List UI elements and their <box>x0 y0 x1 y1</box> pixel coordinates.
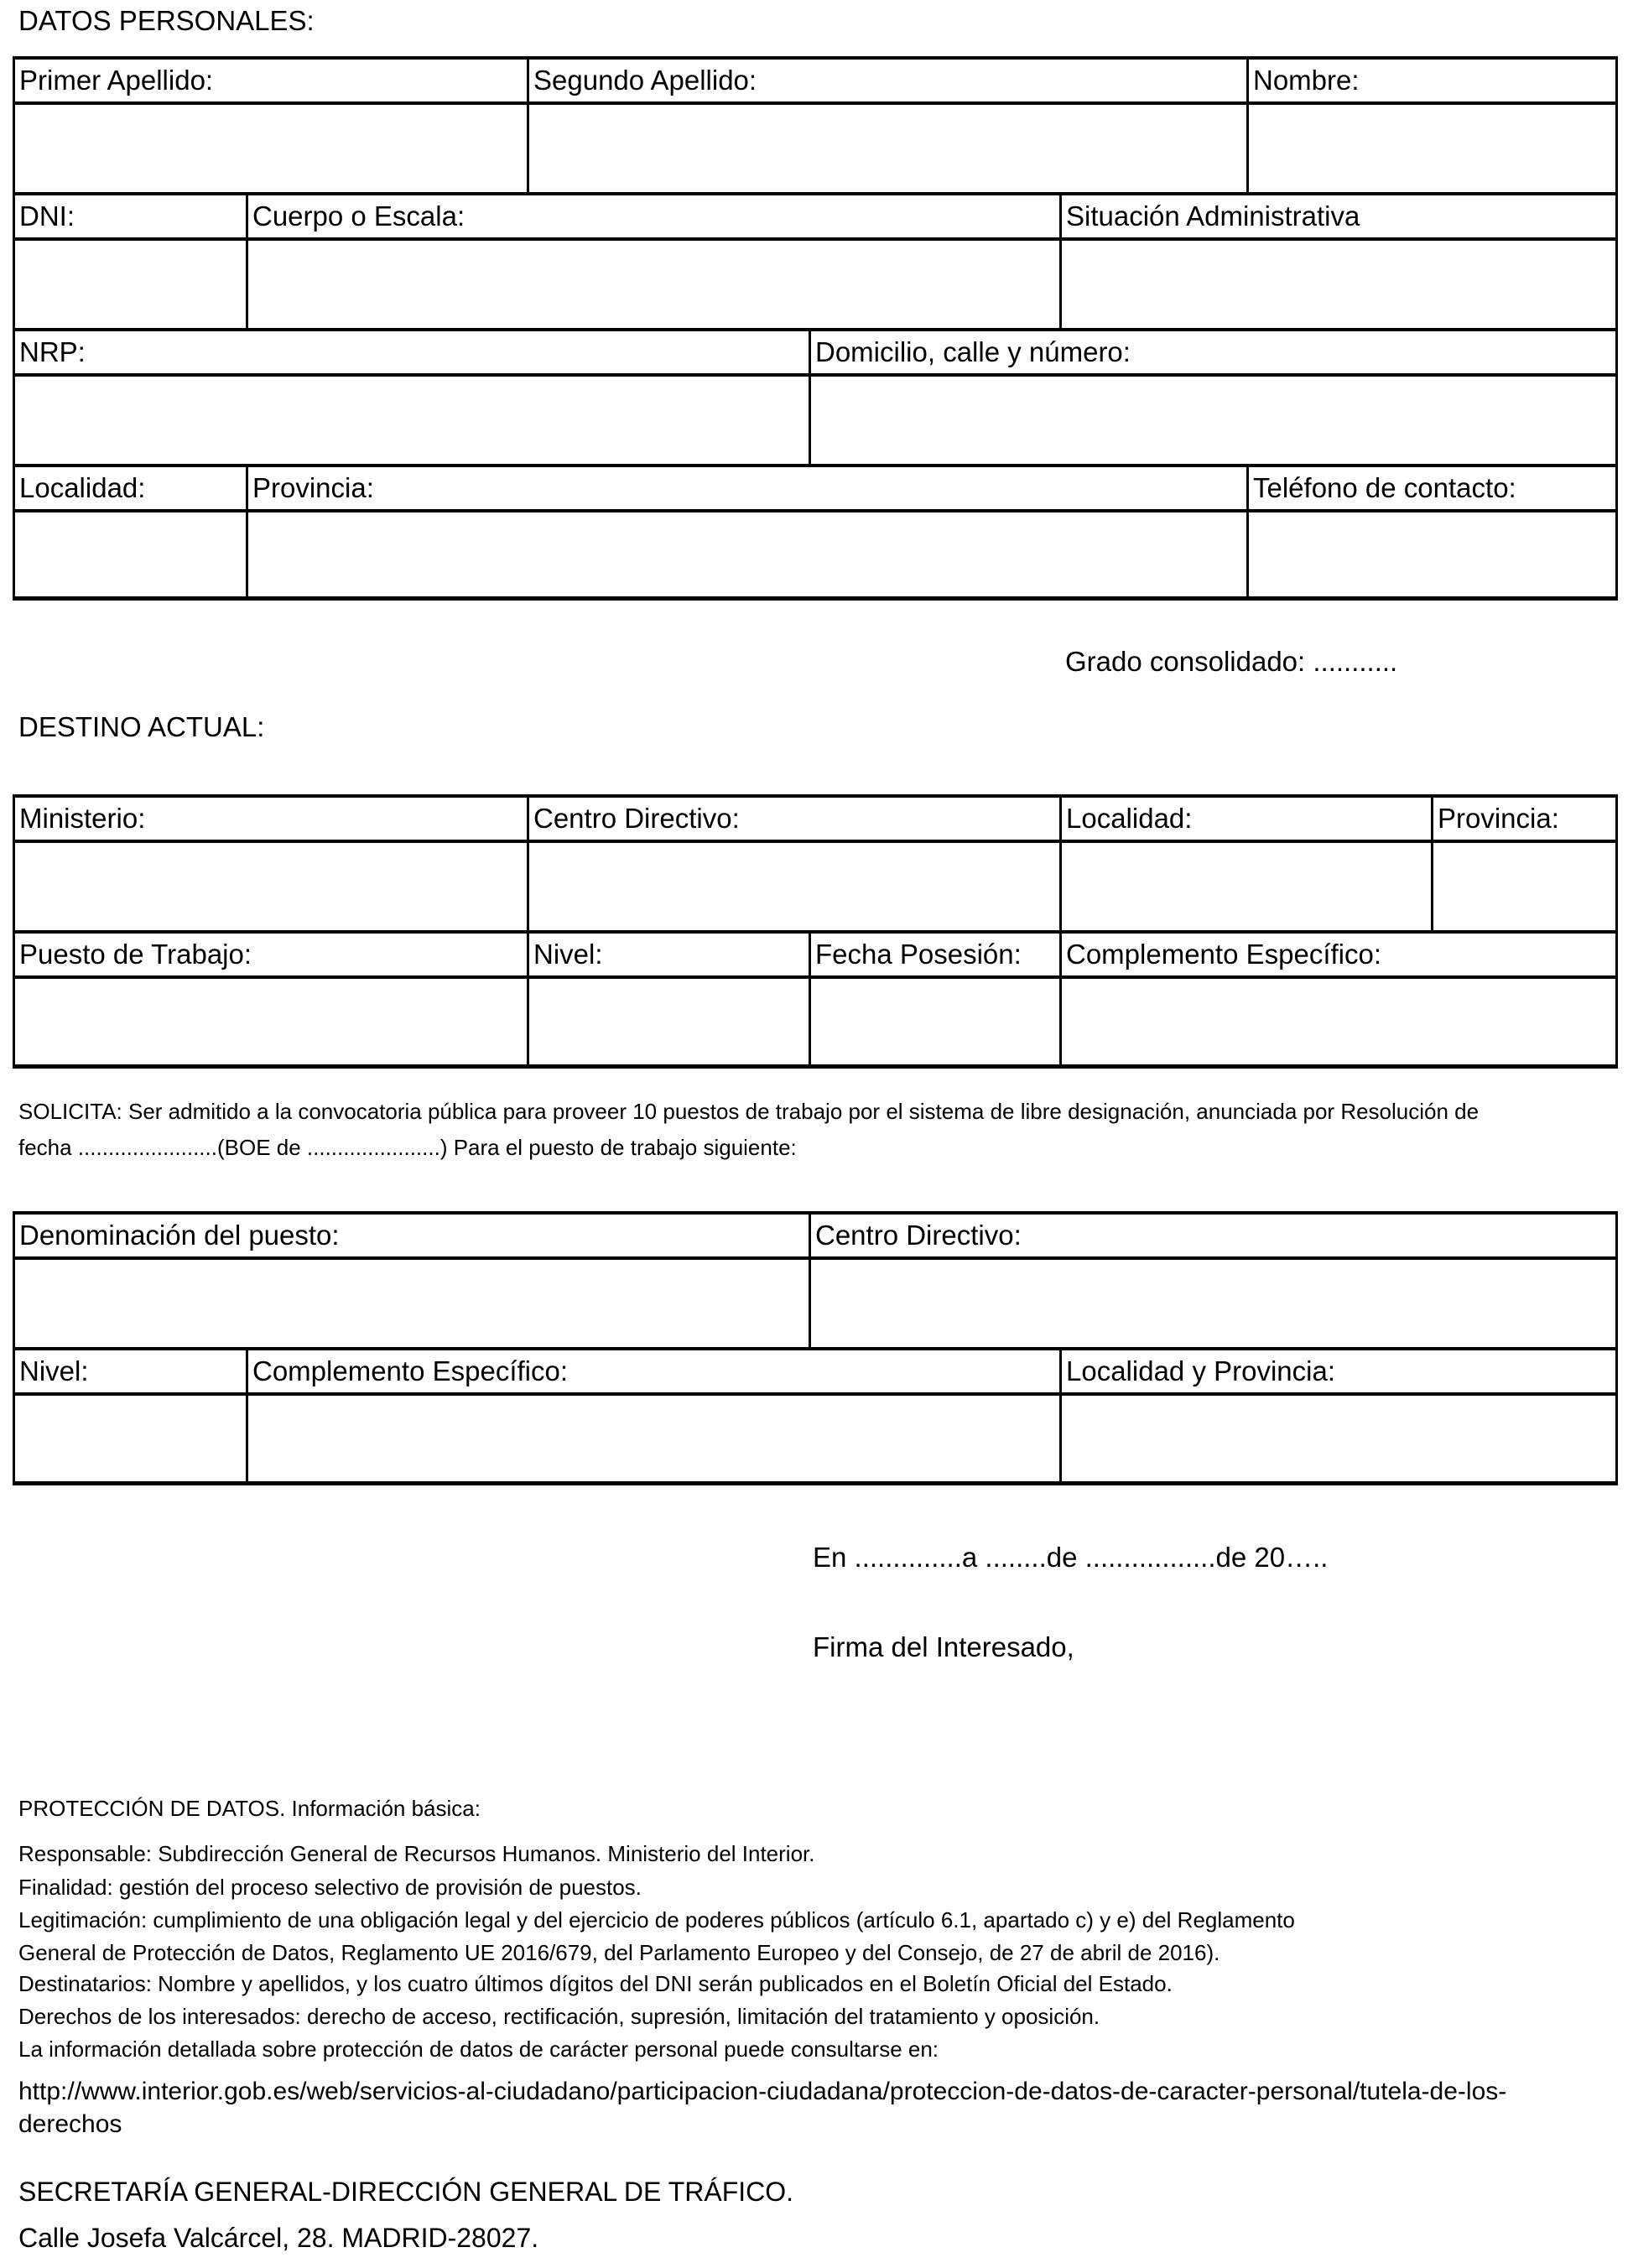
label-segundo-apellido <box>527 56 1246 101</box>
proteccion-url-line-2[interactable]: derechos <box>18 2110 122 2138</box>
proteccion-line: Destinatarios: Nombre y apellidos, y los cuatro últimos dígitos del DNI serán publicados en el Boletín Oficial del Estado. <box>18 1971 1173 1996</box>
destino-table <box>13 794 1618 1068</box>
input-primer-apellido[interactable] <box>13 101 527 192</box>
proteccion-line: Responsable: Subdirección General de Recursos Humanos. Ministerio del Interior. <box>18 1841 815 1866</box>
solicita-line-2: fecha .......................(BOE de ......................) Para el puesto de trabajo siguiente: <box>18 1135 797 1160</box>
input-domicilio[interactable] <box>809 373 1618 464</box>
label-domicilio <box>809 328 1618 373</box>
input-nombre[interactable] <box>1246 101 1618 192</box>
label-text: Nivel: <box>19 1355 89 1386</box>
personal-data-table <box>13 56 1618 598</box>
proteccion-url-line-1[interactable]: http://www.interior.gob.es/web/servicios-al-ciudadano/participacion-ciudadana/proteccion-de-datos-de-caracter-personal/tutela-de-los- <box>18 2078 1507 2105</box>
label-text: Denominación del puesto: <box>19 1220 340 1251</box>
proteccion-line: Finalidad: gestión del proceso selectivo de provisión de puestos. <box>18 1875 642 1900</box>
label-cuerpo-escala <box>246 192 1059 237</box>
solicita-line-1: SOLICITA: Ser admitido a la convocatoria pública para proveer 10 puestos de trabajo por el sistema de libre designación, anunciada por Resolución de <box>18 1099 1480 1124</box>
label-centro-directivo-puesto <box>809 1211 1618 1256</box>
label-text: Provincia: <box>1438 803 1559 834</box>
label-situacion-administrativa <box>1059 192 1618 237</box>
label-text: Puesto de Trabajo: <box>19 939 252 970</box>
label-nivel <box>527 930 809 975</box>
input-nrp[interactable] <box>13 373 809 464</box>
label-text: Centro Directivo: <box>815 1220 1022 1251</box>
input-nivel[interactable] <box>527 975 809 1066</box>
label-telefono <box>1246 464 1618 509</box>
label-denominacion-puesto <box>13 1211 809 1256</box>
label-centro-directivo <box>527 794 1059 840</box>
input-complemento-especifico-puesto[interactable] <box>246 1392 1059 1483</box>
input-situacion-administrativa[interactable] <box>1059 237 1618 328</box>
input-centro-directivo-puesto[interactable] <box>809 1256 1618 1347</box>
input-puesto-trabajo[interactable] <box>13 975 527 1066</box>
input-localidad-destino[interactable] <box>1059 840 1431 930</box>
firma-interesado: Firma del Interesado, <box>813 1631 1074 1662</box>
puesto-solicitado-table <box>13 1211 1618 1485</box>
label-puesto-trabajo <box>13 930 527 975</box>
section-title-personal: DATOS PERSONALES: <box>18 5 315 36</box>
input-telefono[interactable] <box>1246 509 1618 598</box>
label-text: Fecha Posesión: <box>815 939 1022 970</box>
label-nivel-puesto <box>13 1347 246 1392</box>
input-nivel-puesto[interactable] <box>13 1392 246 1483</box>
label-text: Localidad y Provincia: <box>1066 1355 1336 1386</box>
label-complemento-especifico <box>1059 930 1618 975</box>
grado-consolidado: Grado consolidado: ........... <box>1065 646 1398 677</box>
input-complemento-especifico[interactable] <box>1059 975 1618 1066</box>
label-text: Cuerpo o Escala: <box>252 200 465 231</box>
label-text: Provincia: <box>252 472 374 503</box>
input-localidad-provincia[interactable] <box>1059 1392 1618 1483</box>
label-text: Nivel: <box>533 939 603 970</box>
table-bottom-border <box>13 1481 1618 1485</box>
label-text: Segundo Apellido: <box>533 65 757 96</box>
input-denominacion-puesto[interactable] <box>13 1256 809 1347</box>
label-text: Centro Directivo: <box>533 803 740 834</box>
label-text: Complemento Específico: <box>252 1355 569 1386</box>
label-localidad <box>13 464 246 509</box>
label-provincia-destino <box>1431 794 1618 840</box>
input-centro-directivo[interactable] <box>527 840 1059 930</box>
label-text: Domicilio, calle y número: <box>815 336 1131 367</box>
proteccion-line: General de Protección de Datos, Reglamento UE 2016/679, del Parlamento Europeo y del Consejo, de 27 de abril de 2016). <box>18 1940 1220 1965</box>
input-cuerpo-escala[interactable] <box>246 237 1059 328</box>
label-dni <box>13 192 246 237</box>
label-text: Localidad: <box>19 472 146 503</box>
label-text: Complemento Específico: <box>1066 939 1382 970</box>
label-text: Nombre: <box>1253 65 1360 96</box>
input-ministerio[interactable] <box>13 840 527 930</box>
input-provincia-destino[interactable] <box>1431 840 1618 930</box>
label-localidad-destino <box>1059 794 1431 840</box>
label-text: NRP: <box>19 336 86 367</box>
proteccion-title: PROTECCIÓN DE DATOS. Información básica: <box>18 1796 481 1821</box>
label-provincia <box>246 464 1246 509</box>
table-bottom-border <box>13 1064 1618 1069</box>
label-text: Teléfono de contacto: <box>1253 472 1516 503</box>
proteccion-line: Legitimación: cumplimiento de una obligación legal y del ejercicio de poderes públicos (artículo 6.1, apartado c) y e) del Reglamento <box>18 1907 1295 1932</box>
label-text: DNI: <box>19 200 75 231</box>
section-title-destino: DESTINO ACTUAL: <box>18 711 265 742</box>
input-provincia[interactable] <box>246 509 1246 598</box>
proteccion-line: Derechos de los interesados: derecho de acceso, rectificación, supresión, limitación del tratamiento y oposición. <box>18 2004 1100 2029</box>
label-ministerio <box>13 794 527 840</box>
label-localidad-provincia <box>1059 1347 1618 1392</box>
footer-organization: SECRETARÍA GENERAL-DIRECCIÓN GENERAL DE TRÁFICO. <box>18 2177 794 2207</box>
input-segundo-apellido[interactable] <box>527 101 1246 192</box>
proteccion-line: La información detallada sobre protección de datos de carácter personal puede consultarse en: <box>18 2037 939 2062</box>
label-text: Situación Administrativa <box>1066 200 1360 231</box>
label-nombre <box>1246 56 1618 101</box>
input-fecha-posesion[interactable] <box>809 975 1059 1066</box>
date-line: En ..............a ........de .................de 20….. <box>813 1542 1329 1573</box>
input-localidad[interactable] <box>13 509 246 598</box>
label-text: Ministerio: <box>19 803 146 834</box>
label-fecha-posesion <box>809 930 1059 975</box>
label-complemento-especifico-puesto <box>246 1347 1059 1392</box>
label-primer-apellido <box>13 56 527 101</box>
label-nrp <box>13 328 809 373</box>
table-bottom-border <box>13 596 1618 601</box>
label-text: Localidad: <box>1066 803 1193 834</box>
footer-address: Calle Josefa Valcárcel, 28. MADRID-28027. <box>18 2223 539 2253</box>
input-dni[interactable] <box>13 237 246 328</box>
label-text: Primer Apellido: <box>19 65 214 96</box>
